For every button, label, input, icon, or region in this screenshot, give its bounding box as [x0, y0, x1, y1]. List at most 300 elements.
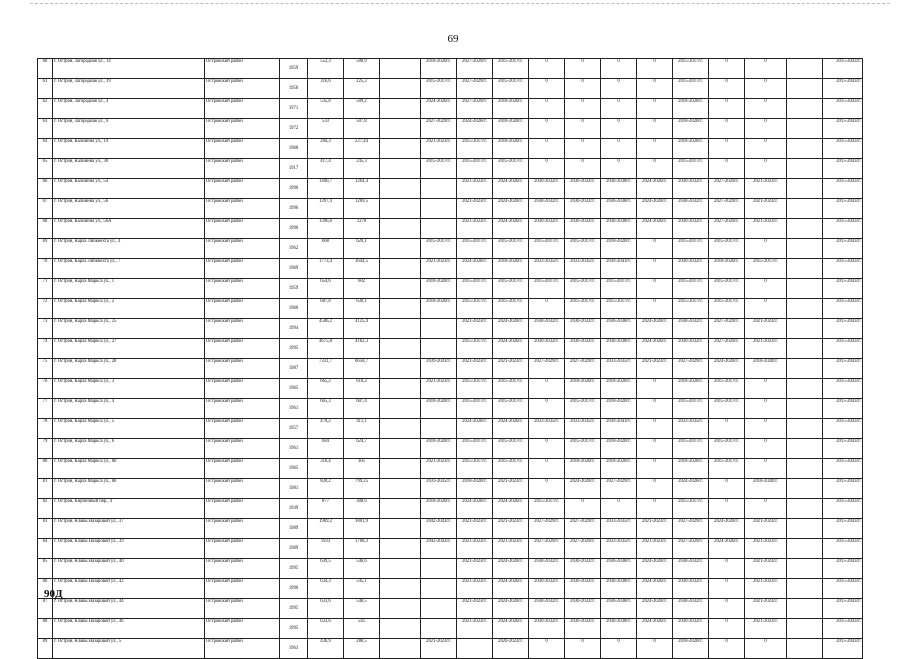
col-12-cell	[787, 339, 823, 359]
col-3-cell: 2015-2017гг.	[457, 459, 493, 479]
col-4-cell: 2015-2017гг.	[493, 459, 529, 479]
living-area-cell: 620,1	[344, 239, 380, 259]
col-4-cell: 2024-2026гг.	[493, 559, 529, 579]
col-5-cell: 2030-2032гг.	[529, 599, 565, 619]
area-cell: 668	[308, 239, 344, 259]
year-cell: 1961	[280, 439, 308, 459]
period-cell: 2015-2043гг.	[823, 599, 863, 619]
col-8-cell: 2024-2026гг.	[637, 219, 673, 239]
address-cell: г. Остров, Калинина ул., 56А	[53, 219, 205, 239]
area-cell: 1397,4	[308, 199, 344, 219]
col-10-cell: 0	[709, 119, 745, 139]
year-cell: 1961	[280, 399, 308, 419]
area-cell: 1933	[308, 539, 344, 559]
col-6-cell: 2015-2017гг.	[565, 279, 601, 299]
col-11-cell: 0	[745, 279, 787, 299]
col-9-cell: 2030-2032гг.	[673, 339, 709, 359]
col-10-cell: 0	[709, 99, 745, 119]
col-11-cell: 0	[745, 99, 787, 119]
district-cell: Островский район	[205, 499, 280, 519]
col-2-cell: 2042-2043гг.	[421, 519, 457, 539]
col-7-cell: 0	[601, 79, 637, 99]
address-cell: г. Остров, Загородная ул., 4	[53, 99, 205, 119]
col-6-cell: 2030-2032гг.	[565, 319, 601, 339]
row-number: 65	[38, 159, 53, 179]
col-12-cell	[787, 119, 823, 139]
row-number: 75	[38, 359, 53, 379]
col-2-cell: 2018-2020гг.	[421, 439, 457, 459]
col-12-cell	[787, 179, 823, 199]
col-3-cell: 2021-2023гг.	[457, 599, 493, 619]
col-4-cell: 2024-2026гг.	[493, 179, 529, 199]
col-12-cell	[787, 299, 823, 319]
col-1-cell	[380, 199, 421, 219]
col-9-cell: 2015-2017гг.	[673, 279, 709, 299]
period-cell: 2015-2043гг.	[823, 399, 863, 419]
living-area-cell: 1644,5	[344, 259, 380, 279]
period-cell: 2015-2043гг.	[823, 539, 863, 559]
col-1-cell	[380, 339, 421, 359]
col-11-cell: 2021-2023гг.	[745, 619, 787, 639]
col-4-cell: 2021-2023гг.	[493, 519, 529, 539]
col-9-cell: 2018-2020гг.	[673, 459, 709, 479]
col-12-cell	[787, 359, 823, 379]
col-5-cell: 2030-2032гг.	[529, 579, 565, 599]
col-4-cell: 2015-2017гг.	[493, 79, 529, 99]
col-12-cell	[787, 139, 823, 159]
col-11-cell: 2021-2023гг.	[745, 339, 787, 359]
table-row	[38, 379, 863, 399]
col-1-cell	[380, 579, 421, 599]
col-4-cell: 2024-2026гг.	[493, 599, 529, 619]
col-6-cell: 0	[565, 639, 601, 659]
col-8-cell: 2024-2026гг.	[637, 579, 673, 599]
row-number: 60	[38, 59, 53, 79]
table-row	[38, 159, 863, 179]
col-9-cell: 2030-2032гг.	[673, 559, 709, 579]
col-8-cell: 2021-2023гг.	[637, 539, 673, 559]
col-4-cell: 2024-2026гг.	[493, 619, 529, 639]
col-5-cell: 2027-2029гг.	[529, 359, 565, 379]
col-6-cell: 2030-2032гг.	[565, 179, 601, 199]
col-4-cell: 2021-2023гг.	[493, 479, 529, 499]
address-cell: г. Остров, Калинина ул., 14	[53, 139, 205, 159]
table-row	[38, 59, 863, 79]
col-10-cell: 0	[709, 579, 745, 599]
col-1-cell	[380, 159, 421, 179]
table-row	[38, 579, 863, 599]
area-cell: 877	[308, 499, 344, 519]
col-12-cell	[787, 379, 823, 399]
period-cell: 2015-2043гг.	[823, 419, 863, 439]
col-1-cell	[380, 499, 421, 519]
col-2-cell: 2018-2020гг.	[421, 499, 457, 519]
year-cell: 1989	[280, 539, 308, 559]
living-area-cell: 411,1	[344, 419, 380, 439]
district-cell: Островский район	[205, 359, 280, 379]
col-5-cell: 0	[529, 299, 565, 319]
row-number: 69	[38, 239, 53, 259]
col-7-cell: 2033-2035гг.	[601, 359, 637, 379]
col-12-cell	[787, 579, 823, 599]
col-3-cell: 2021-2023гг.	[457, 579, 493, 599]
col-9-cell: 2015-2017гг.	[673, 239, 709, 259]
living-area-cell: 1269,5	[344, 199, 380, 219]
col-12-cell	[787, 319, 823, 339]
district-cell: Островский район	[205, 579, 280, 599]
district-cell: Островский район	[205, 439, 280, 459]
col-10-cell: 2027-2029гг.	[709, 339, 745, 359]
row-number: 71	[38, 279, 53, 299]
col-1-cell	[380, 519, 421, 539]
top-dashed-rule	[30, 3, 890, 4]
living-area-cell: 545	[344, 619, 380, 639]
col-1-cell	[380, 119, 421, 139]
col-4-cell: 2024-2026гг.	[493, 499, 529, 519]
col-6-cell: 0	[565, 59, 601, 79]
col-4-cell: 2015-2017гг.	[493, 439, 529, 459]
col-10-cell: 0	[709, 139, 745, 159]
col-3-cell: 2015-2017гг.	[457, 279, 493, 299]
district-cell: Островский район	[205, 199, 280, 219]
row-number: 77	[38, 399, 53, 419]
col-2-cell	[421, 579, 457, 599]
table-row	[38, 559, 863, 579]
year-cell: 1971	[280, 99, 308, 119]
col-4-cell: 2015-2017гг.	[493, 59, 529, 79]
col-2-cell: 2042-2043гг.	[421, 539, 457, 559]
col-4-cell: 2015-2017гг.	[493, 399, 529, 419]
address-cell: г. Остров, Карла Маркса ул., 4	[53, 399, 205, 419]
col-8-cell: 0	[637, 299, 673, 319]
col-2-cell	[421, 419, 457, 439]
address-cell: г. Остров, Клавы Назаровой ул., 46	[53, 619, 205, 639]
district-cell: Островский район	[205, 139, 280, 159]
address-cell: г. Остров, Клавы Назаровой ул., 5	[53, 639, 205, 659]
col-2-cell: 2021-2023гг.	[421, 459, 457, 479]
period-cell: 2015-2043гг.	[823, 579, 863, 599]
col-2-cell: 2018-2020гг.	[421, 59, 457, 79]
year-cell: 1995	[280, 599, 308, 619]
building-schedule-table	[37, 58, 863, 659]
col-7-cell: 2015-2017гг.	[601, 279, 637, 299]
col-10-cell: 0	[709, 159, 745, 179]
col-12-cell	[787, 459, 823, 479]
col-3-cell: 2015-2017гг.	[457, 339, 493, 359]
table-row	[38, 99, 863, 119]
col-3-cell: 2015-2017гг.	[457, 399, 493, 419]
col-11-cell: 0	[745, 439, 787, 459]
col-12-cell	[787, 219, 823, 239]
period-cell: 2015-2043гг.	[823, 459, 863, 479]
col-9-cell: 2030-2032гг.	[673, 319, 709, 339]
col-2-cell: 2018-2020гг.	[421, 399, 457, 419]
district-cell: Островский район	[205, 119, 280, 139]
col-6-cell: 2015-2017гг.	[565, 399, 601, 419]
living-area-cell: 305	[344, 459, 380, 479]
col-9-cell: 2015-2017гг.	[673, 499, 709, 519]
col-2-cell: 2021-2023гг.	[421, 139, 457, 159]
year-cell: 1996	[280, 179, 308, 199]
col-9-cell: 2015-2017гг.	[673, 399, 709, 419]
col-4-cell: 2024-2026гг.	[493, 339, 529, 359]
col-3-cell	[457, 639, 493, 659]
col-8-cell: 0	[637, 479, 673, 499]
col-10-cell: 2027-2029гг.	[709, 219, 745, 239]
col-5-cell: 0	[529, 639, 565, 659]
living-area-cell: 1270	[344, 219, 380, 239]
table-row	[38, 339, 863, 359]
col-6-cell: 2030-2032гг.	[565, 559, 601, 579]
col-10-cell: 2024-2026гг.	[709, 519, 745, 539]
col-10-cell: 2015-2017гг.	[709, 439, 745, 459]
col-7-cell: 2015-2017гг.	[601, 299, 637, 319]
col-4-cell: 2018-2020гг.	[493, 139, 529, 159]
col-6-cell: 2018-2020гг.	[565, 459, 601, 479]
period-cell: 2015-2043гг.	[823, 279, 863, 299]
col-10-cell: 0	[709, 639, 745, 659]
col-9-cell: 2030-2032гг.	[673, 619, 709, 639]
col-8-cell: 2024-2026гг.	[637, 339, 673, 359]
col-10-cell: 2024-2026гг.	[709, 359, 745, 379]
col-10-cell: 0	[709, 479, 745, 499]
area-cell: 665,2	[308, 379, 344, 399]
col-7-cell: 2027-2029гг.	[601, 479, 637, 499]
col-8-cell: 0	[637, 139, 673, 159]
area-cell: 417,4	[308, 159, 344, 179]
district-cell: Островский район	[205, 259, 280, 279]
col-9-cell: 2027-2029гг.	[673, 539, 709, 559]
period-cell: 2015-2043гг.	[823, 199, 863, 219]
col-11-cell: 0	[745, 379, 787, 399]
col-6-cell: 2030-2032гг.	[565, 339, 601, 359]
living-area-cell: 245,3	[344, 159, 380, 179]
col-4-cell: 2018-2020гг.	[493, 259, 529, 279]
col-3-cell: 2021-2023гг.	[457, 539, 493, 559]
period-cell: 2015-2043гг.	[823, 299, 863, 319]
district-cell: Островский район	[205, 599, 280, 619]
col-10-cell: 2015-2017гг.	[709, 279, 745, 299]
col-1-cell	[380, 379, 421, 399]
table-row	[38, 139, 863, 159]
col-11-cell: 0	[745, 499, 787, 519]
area-cell: 1396,6	[308, 219, 344, 239]
address-cell: г. Остров, Калинина ул., 30	[53, 159, 205, 179]
col-5-cell: 2030-2032гг.	[529, 559, 565, 579]
year-cell: 1994	[280, 319, 308, 339]
col-7-cell: 2036-2038гг.	[601, 599, 637, 619]
col-12-cell	[787, 279, 823, 299]
row-number: 83	[38, 519, 53, 539]
col-10-cell: 0	[709, 619, 745, 639]
col-3-cell: 2024-2026гг.	[457, 119, 493, 139]
table-row	[38, 79, 863, 99]
col-8-cell: 0	[637, 499, 673, 519]
row-number: 88	[38, 619, 53, 639]
living-area-cell: 546,6	[344, 559, 380, 579]
living-area-cell: 624,7	[344, 439, 380, 459]
period-cell: 2015-2043гг.	[823, 379, 863, 399]
col-2-cell: 2024-2026гг.	[421, 99, 457, 119]
col-5-cell: 2030-2032гг.	[529, 199, 565, 219]
table-row	[38, 599, 863, 619]
col-8-cell: 0	[637, 99, 673, 119]
col-5-cell: 2030-2032гг.	[529, 619, 565, 639]
area-cell: 1773,4	[308, 259, 344, 279]
col-2-cell: 2027-2029гг.	[421, 119, 457, 139]
year-cell: 1969	[280, 259, 308, 279]
col-9-cell: 2015-2017гг.	[673, 439, 709, 459]
district-cell: Островский район	[205, 159, 280, 179]
col-3-cell: 2021-2023гг.	[457, 219, 493, 239]
col-7-cell: 2036-2038гг.	[601, 319, 637, 339]
table-row	[38, 299, 863, 319]
col-12-cell	[787, 199, 823, 219]
col-8-cell: 0	[637, 459, 673, 479]
row-number: 89	[38, 639, 53, 659]
period-cell: 2015-2043гг.	[823, 339, 863, 359]
col-12-cell	[787, 159, 823, 179]
address-cell: г. Остров, Карла Маркса ул., 3	[53, 379, 205, 399]
col-10-cell: 2027-2029гг.	[709, 179, 745, 199]
col-8-cell: 0	[637, 399, 673, 419]
page-number: 69	[447, 33, 459, 45]
living-area-cell: 546,5	[344, 599, 380, 619]
col-6-cell: 2030-2032гг.	[565, 619, 601, 639]
col-6-cell: 2015-2017гг.	[565, 299, 601, 319]
address-cell: г. Остров, Клавы Назаровой ул., 40	[53, 559, 205, 579]
col-4-cell: 2015-2017гг.	[493, 299, 529, 319]
col-7-cell: 2036-2038гг.	[601, 619, 637, 639]
table-row	[38, 199, 863, 219]
col-10-cell: 2024-2026гг.	[709, 539, 745, 559]
col-5-cell: 0	[529, 59, 565, 79]
col-5-cell: 0	[529, 459, 565, 479]
col-5-cell: 0	[529, 79, 565, 99]
col-6-cell: 0	[565, 499, 601, 519]
col-2-cell	[421, 199, 457, 219]
col-9-cell: 2030-2032гг.	[673, 179, 709, 199]
district-cell: Островский район	[205, 399, 280, 419]
district-cell: Островский район	[205, 99, 280, 119]
col-5-cell: 2033-2035гг.	[529, 259, 565, 279]
address-cell: г. Остров, Клавы Назаровой ул., 37	[53, 519, 205, 539]
col-1-cell	[380, 259, 421, 279]
col-6-cell: 2030-2032гг.	[565, 599, 601, 619]
col-7-cell: 0	[601, 59, 637, 79]
col-7-cell: 0	[601, 119, 637, 139]
col-11-cell: 2021-2023гг.	[745, 199, 787, 219]
col-7-cell: 2018-2020гг.	[601, 439, 637, 459]
year-cell: 1996	[280, 579, 308, 599]
area-cell: 687,8	[308, 299, 344, 319]
col-9-cell: 2018-2020гг.	[673, 119, 709, 139]
district-cell: Островский район	[205, 239, 280, 259]
table-row	[38, 219, 863, 239]
period-cell: 2015-2043гг.	[823, 519, 863, 539]
address-cell: г. Остров, Клавы Назаровой ул., 44	[53, 599, 205, 619]
col-2-cell: 2021-2023гг.	[421, 639, 457, 659]
col-2-cell: 2039-2041гг.	[421, 359, 457, 379]
col-11-cell: 0	[745, 239, 787, 259]
col-5-cell: 2033-2035гг.	[529, 419, 565, 439]
district-cell: Островский район	[205, 419, 280, 439]
col-3-cell: 2021-2023гг.	[457, 319, 493, 339]
col-6-cell: 2030-2032гг.	[565, 199, 601, 219]
col-4-cell: 2020-2022гг.	[493, 639, 529, 659]
col-1-cell	[380, 59, 421, 79]
col-4-cell: 2024-2026гг.	[493, 319, 529, 339]
year-cell: 1962	[280, 239, 308, 259]
col-5-cell: 2027-2029гг.	[529, 539, 565, 559]
col-1-cell	[380, 299, 421, 319]
district-cell: Островский район	[205, 219, 280, 239]
col-3-cell: 2021-2023гг.	[457, 359, 493, 379]
table-row	[38, 119, 863, 139]
district-cell: Островский район	[205, 279, 280, 299]
col-4-cell: 2018-2020гг.	[493, 119, 529, 139]
col-8-cell: 2021-2023гг.	[637, 359, 673, 379]
period-cell: 2015-2043гг.	[823, 159, 863, 179]
district-cell: Островский район	[205, 559, 280, 579]
col-12-cell	[787, 619, 823, 639]
col-11-cell: 2021-2023гг.	[745, 179, 787, 199]
table-row	[38, 239, 863, 259]
living-area-cell: 286,5	[344, 639, 380, 659]
col-1-cell	[380, 179, 421, 199]
district-cell: Островский район	[205, 179, 280, 199]
living-area-cell: 509,2	[344, 99, 380, 119]
col-7-cell: 2018-2020гг.	[601, 399, 637, 419]
table-row	[38, 519, 863, 539]
address-cell: г. Остров, Калинина ул., 56	[53, 199, 205, 219]
area-cell: 316,6	[308, 79, 344, 99]
col-4-cell: 2015-2017гг.	[493, 239, 529, 259]
col-12-cell	[787, 559, 823, 579]
col-1-cell	[380, 639, 421, 659]
col-12-cell	[787, 99, 823, 119]
col-1-cell	[380, 279, 421, 299]
row-number: 63	[38, 119, 53, 139]
row-number: 70	[38, 259, 53, 279]
col-11-cell: 0	[745, 399, 787, 419]
period-cell: 2015-2043гг.	[823, 559, 863, 579]
col-7-cell: 2039-2041гг.	[601, 419, 637, 439]
col-2-cell: 2021-2023гг.	[421, 259, 457, 279]
address-cell: г. Остров, Кирпичный пер., 4	[53, 499, 205, 519]
col-1-cell	[380, 479, 421, 499]
col-11-cell: 2021-2023гг.	[745, 539, 787, 559]
col-5-cell: 0	[529, 139, 565, 159]
address-cell: г. Остров, Карла Маркса ул., 8б	[53, 459, 205, 479]
col-5-cell: 2030-2032гг.	[529, 219, 565, 239]
period-cell: 2015-2043гг.	[823, 139, 863, 159]
year-cell: 1995	[280, 339, 308, 359]
col-8-cell: 2024-2026гг.	[637, 199, 673, 219]
col-3-cell: 2024-2026гг.	[457, 499, 493, 519]
col-11-cell: 0	[745, 119, 787, 139]
col-5-cell: 0	[529, 399, 565, 419]
row-number: 74	[38, 339, 53, 359]
period-cell: 2015-2043гг.	[823, 179, 863, 199]
living-area-cell: 227,44	[344, 139, 380, 159]
address-cell: г. Остров, Карла Маркса ул., 28	[53, 359, 205, 379]
col-8-cell: 0	[637, 279, 673, 299]
col-6-cell: 2030-2032гг.	[565, 219, 601, 239]
col-11-cell: 2021-2023гг.	[745, 559, 787, 579]
col-11-cell: 0	[745, 79, 787, 99]
col-3-cell: 2015-2017гг.	[457, 139, 493, 159]
